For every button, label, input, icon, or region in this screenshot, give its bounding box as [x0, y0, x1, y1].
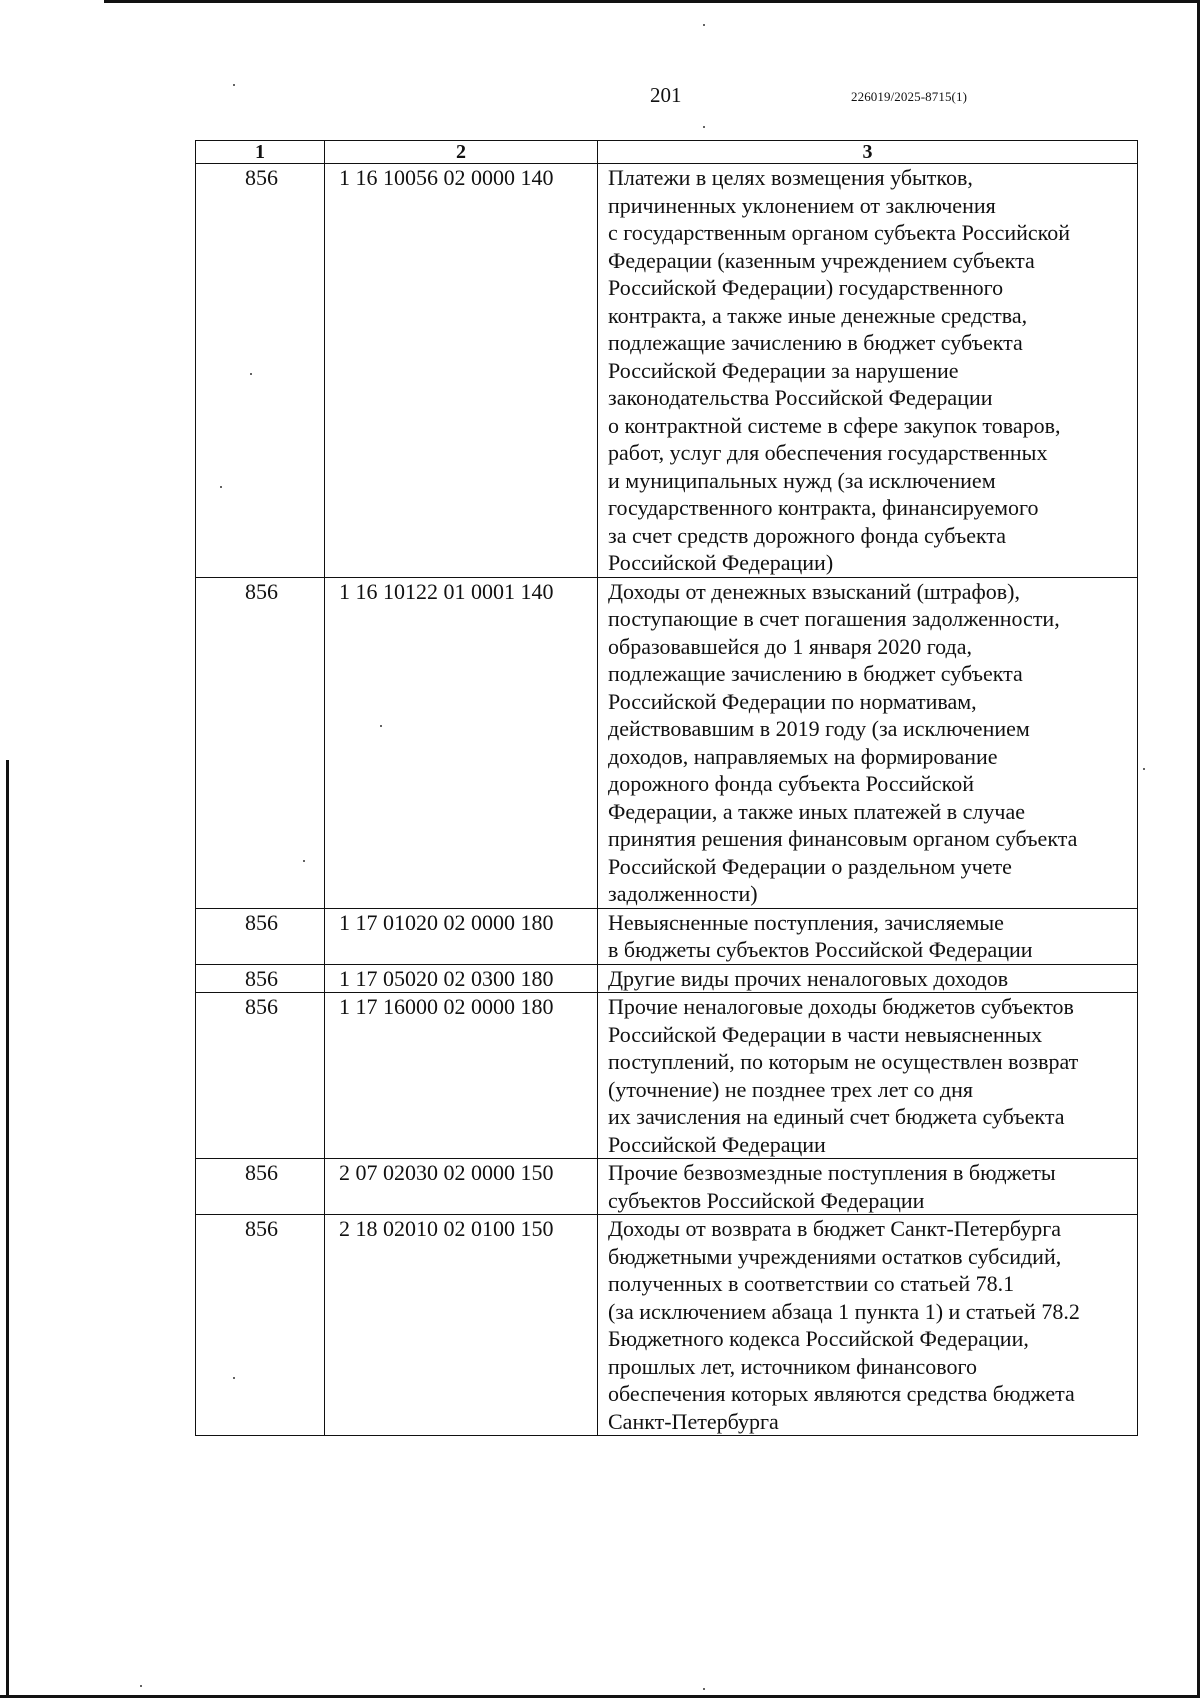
table-body	[196, 164, 1138, 1436]
scan-speck	[703, 1688, 705, 1690]
revenue-name-cell	[598, 964, 1138, 993]
revenue-name-line: Доходы от возврата в бюджет Санкт-Петербурга	[608, 1216, 1062, 1241]
admin-code-cell: 856	[196, 964, 325, 993]
revenue-name-line: Невыясненные поступления, зачисляемые	[608, 909, 1004, 935]
document-id: 226019/2025-8715(1)	[851, 89, 967, 104]
scan-border-top	[104, 0, 1200, 3]
revenue-name-line: Федерации (казенным учреждением субъекта	[608, 247, 1035, 273]
table-row	[196, 1159, 1138, 1215]
revenue-name-line: и муниципальных нужд (за исключением	[608, 467, 996, 493]
revenue-name-line: прошлых лет, источником финансового	[608, 1353, 977, 1379]
kbk-code-cell: 1 16 10122 01 0001 140	[325, 577, 598, 908]
scan-speck	[703, 24, 705, 26]
revenue-name-line: принятия решения финансовым органом субъекта	[608, 826, 1078, 851]
scan-speck	[1143, 768, 1145, 770]
revenue-name-line: поступающие в счет погашения задолженности,	[608, 606, 1060, 631]
revenue-name-line: причиненных уклонением от заключения	[608, 192, 996, 218]
column-header-3: 3	[598, 141, 1138, 164]
revenue-name-line: в бюджеты субъектов Российской Федерации	[608, 937, 1033, 962]
kbk-code-cell: 1 17 16000 02 0000 180	[325, 993, 598, 1159]
revenue-name-line: Российской Федерации в части невыясненных	[608, 1021, 1043, 1047]
revenue-name-line: Российской Федерации	[608, 1131, 826, 1157]
admin-code-cell: 856	[196, 1159, 325, 1215]
revenue-name-line: поступлений, по которым не осуществлен возврат	[608, 1049, 1079, 1074]
table-row	[196, 577, 1138, 908]
revenue-name-line: Бюджетного кодекса Российской Федерации,	[608, 1326, 1029, 1351]
revenue-codes-table	[195, 140, 1138, 1436]
table-row	[196, 993, 1138, 1159]
kbk-code-cell: 1 17 01020 02 0000 180	[325, 908, 598, 964]
revenue-name-line: Российской Федерации по нормативам,	[608, 688, 977, 714]
revenue-name-line: доходов, направляемых на формирование	[608, 743, 998, 769]
kbk-code-cell: 1 16 10056 02 0000 140	[325, 164, 598, 578]
revenue-name-line: Прочие неналоговые доходы бюджетов субъектов	[608, 994, 1074, 1019]
table-row	[196, 908, 1138, 964]
revenue-name-cell	[598, 908, 1138, 964]
revenue-name-line: субъектов Российской Федерации	[608, 1187, 925, 1213]
page-number: 201	[650, 83, 682, 107]
revenue-name-line: Платежи в целях возмещения убытков,	[608, 165, 973, 190]
table-row	[196, 164, 1138, 578]
revenue-name-line: полученных в соответствии со статьей 78.1	[608, 1271, 1015, 1296]
revenue-name-line: подлежащие зачислению в бюджет субъекта	[608, 330, 1023, 355]
revenue-name-cell	[598, 164, 1138, 578]
admin-code-cell: 856	[196, 908, 325, 964]
revenue-name-line: Российской Федерации о раздельном учете	[608, 853, 1012, 879]
revenue-name-line: (за исключением абзаца 1 пункта 1) и статьей 78.2	[608, 1298, 1080, 1324]
revenue-name-line: дорожного фонда субъекта Российской	[608, 771, 975, 796]
revenue-name-line: Санкт-Петербурга	[608, 1408, 779, 1434]
revenue-name-line: задолженности)	[608, 881, 758, 906]
revenue-name-line: подлежащие зачислению в бюджет субъекта	[608, 661, 1023, 686]
revenue-name-line: обеспечения которых являются средства бюджета	[608, 1381, 1075, 1406]
revenue-name-line: (уточнение) не позднее трех лет со дня	[608, 1076, 973, 1102]
column-header-1: 1	[196, 141, 325, 164]
revenue-name-line: их зачисления на единый счет бюджета субъекта	[608, 1104, 1065, 1129]
revenue-name-line: Прочие безвозмездные поступления в бюджеты	[608, 1160, 1056, 1185]
revenue-name-cell	[598, 1159, 1138, 1215]
revenue-name-cell	[598, 577, 1138, 908]
scan-speck	[703, 126, 705, 128]
scan-speck	[233, 84, 235, 86]
admin-code-cell: 856	[196, 164, 325, 578]
admin-code-cell: 856	[196, 993, 325, 1159]
revenue-name-line: законодательства Российской Федерации	[608, 385, 993, 410]
revenue-name-line: контракта, а также иные денежные средства,	[608, 302, 1028, 328]
table-row	[196, 964, 1138, 993]
revenue-name-line: образовавшейся до 1 января 2020 года,	[608, 633, 972, 659]
revenue-name-line: Российской Федерации) государственного	[608, 275, 1004, 300]
kbk-code-cell: 1 17 05020 02 0300 180	[325, 964, 598, 993]
revenue-name-line: бюджетными учреждениями остатков субсидий,	[608, 1243, 1062, 1269]
kbk-code-cell: 2 07 02030 02 0000 150	[325, 1159, 598, 1215]
scan-border-left	[6, 760, 9, 1698]
admin-code-cell: 856	[196, 577, 325, 908]
column-header-2: 2	[325, 141, 598, 164]
revenue-name-line: действовавшим в 2019 году (за исключением	[608, 716, 1030, 741]
revenue-name-line: работ, услуг для обеспечения государственных	[608, 440, 1048, 465]
revenue-name-line: государственного контракта, финансируемого	[608, 495, 1039, 520]
scan-speck	[140, 1685, 142, 1687]
revenue-name-cell	[598, 993, 1138, 1159]
revenue-name-line: Доходы от денежных взысканий (штрафов),	[608, 578, 1020, 604]
revenue-name-line: Федерации, а также иных платежей в случае	[608, 798, 1026, 824]
table-header-row	[196, 141, 1138, 164]
admin-code-cell: 856	[196, 1215, 325, 1436]
revenue-name-line: Российской Федерации)	[608, 550, 834, 575]
table-row	[196, 1215, 1138, 1436]
revenue-name-line: Другие виды прочих неналоговых доходов	[608, 965, 1009, 991]
revenue-name-cell	[598, 1215, 1138, 1436]
revenue-name-line: с государственным органом субъекта Российской	[608, 220, 1070, 245]
revenue-name-line: Российской Федерации за нарушение	[608, 357, 959, 383]
kbk-code-cell: 2 18 02010 02 0100 150	[325, 1215, 598, 1436]
revenue-name-line: за счет средств дорожного фонда субъекта	[608, 522, 1007, 548]
revenue-name-line: о контрактной системе в сфере закупок товаров,	[608, 412, 1061, 438]
